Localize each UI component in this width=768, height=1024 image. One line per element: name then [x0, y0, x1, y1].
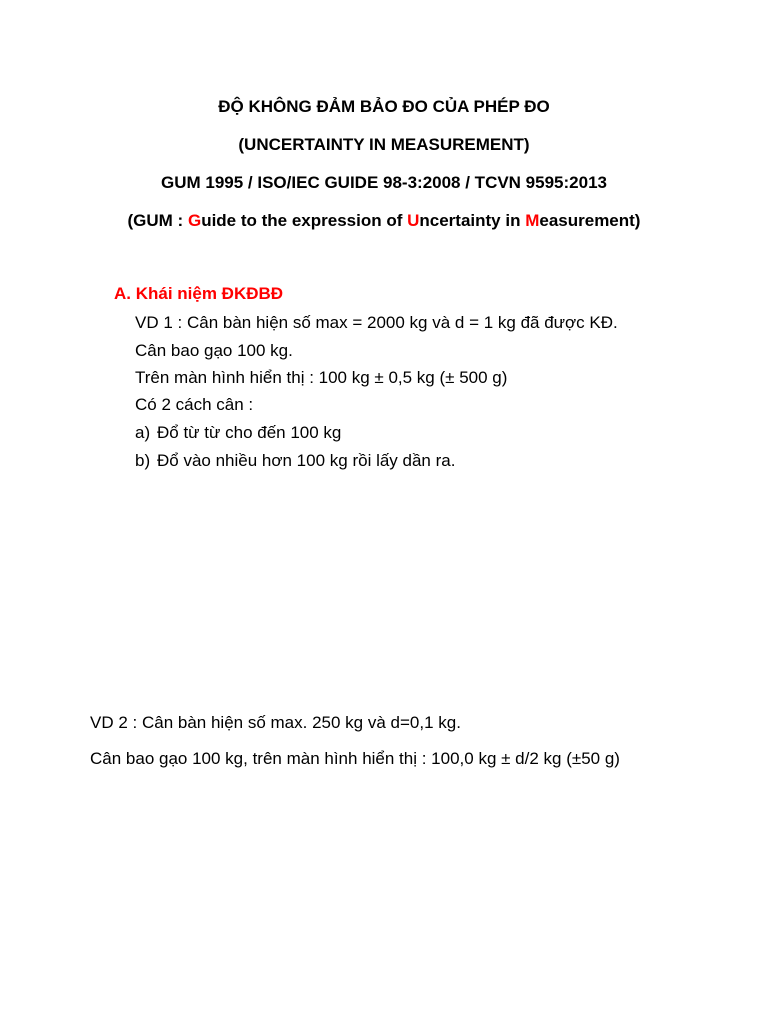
gum-text-1: (GUM : — [127, 211, 188, 230]
list-item-text: Đổ vào nhiều hơn 100 kg rồi lấy dần ra. — [157, 451, 456, 470]
list-item — [135, 422, 341, 444]
rice-bag-line: Cân bao gạo 100 kg. — [135, 341, 293, 360]
gum-text-3: ncertainty in — [419, 211, 526, 230]
methods-intro-line: Có 2 cách cân : — [135, 395, 254, 414]
list-marker: a) — [135, 423, 151, 442]
gum-letter-u: U — [407, 211, 420, 230]
vd2-display-line: Cân bao gạo 100 kg, trên màn hình hiển thị : 100,0 kg ± d/2 kg (±50 g) — [90, 749, 620, 768]
gum-text-2: uide to the expression of — [201, 211, 408, 230]
list-item-text: Đổ từ từ cho đến 100 kg — [157, 423, 342, 442]
list-marker: b) — [135, 451, 151, 470]
display-line: Trên màn hình hiển thị : 100 kg ± 0,5 kg (± 500 g) — [135, 368, 508, 387]
title-vietnamese: ĐỘ KHÔNG ĐẢM BẢO ĐO CỦA PHÉP ĐO — [218, 97, 550, 116]
section-a-heading: A. Khái niệm ĐKĐBĐ — [114, 284, 284, 303]
vd1-line: VD 1 : Cân bàn hiện số max = 2000 kg và d = 1 kg đã được KĐ. — [135, 313, 618, 332]
list-item — [135, 450, 455, 472]
title-english: (UNCERTAINTY IN MEASUREMENT) — [238, 135, 530, 154]
gum-text-4: easurement) — [539, 211, 641, 230]
gum-letter-m: M — [525, 211, 540, 230]
title-standards: GUM 1995 / ISO/IEC GUIDE 98-3:2008 / TCVN 9595:2013 — [161, 173, 607, 192]
gum-letter-g: G — [187, 211, 202, 230]
gum-definition — [0, 210, 768, 232]
vd2-line: VD 2 : Cân bàn hiện số max. 250 kg và d=0,1 kg. — [90, 713, 461, 732]
